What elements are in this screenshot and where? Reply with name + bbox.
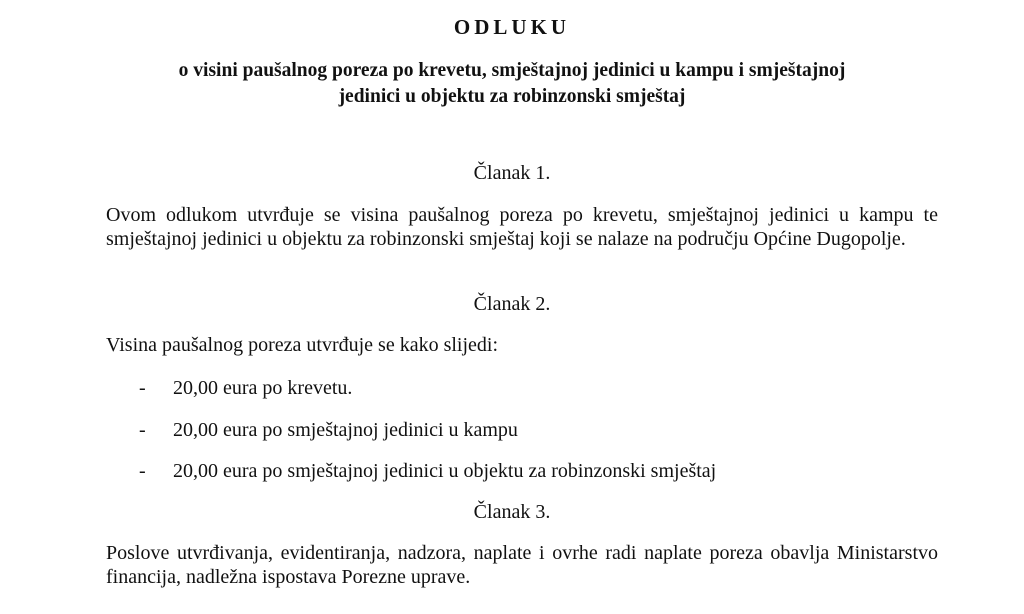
article-3-text: Poslove utvrđivanja, evidentiranja, nadzora, naplate i ovrhe radi naplate poreza obavlja Ministarstvo financija, nadležna ispostava Porezne uprave. — [106, 542, 938, 588]
list-item-text: 20,00 eura po krevetu. — [173, 377, 353, 399]
subtitle-line-2: jedinici u objektu za robinzonski smještaj — [338, 86, 686, 107]
list-item — [139, 418, 518, 442]
list-item — [139, 459, 716, 483]
article-2-heading: Članak 2. — [473, 293, 551, 315]
article-2-intro: Visina paušalnog poreza utvrđuje se kako slijedi: — [106, 334, 499, 356]
list-bullet: - — [139, 419, 146, 441]
list-item-text: 20,00 eura po smještajnoj jedinici u kampu — [173, 419, 518, 441]
list-item-text: 20,00 eura po smještajnoj jedinici u objektu za robinzonski smještaj — [173, 460, 717, 482]
subtitle-line-1: o visini paušalnog poreza po krevetu, smještajnoj jedinici u kampu i smještajnoj — [178, 60, 846, 81]
list-item — [139, 376, 352, 400]
article-1-heading: Članak 1. — [473, 162, 551, 184]
list-bullet: - — [139, 377, 146, 399]
document-subtitle — [0, 58, 1024, 110]
document-title: ODLUKU — [453, 15, 571, 39]
article-3-heading: Članak 3. — [473, 501, 551, 523]
list-bullet: - — [139, 460, 146, 482]
article-1-text: Ovom odlukom utvrđuje se visina paušalnog poreza po krevetu, smještajnoj jedinici u kampu te smještajnoj jedinici u objektu za robinzonski smještaj koji se nalaze na području Općine Dugopolje. — [106, 204, 938, 250]
